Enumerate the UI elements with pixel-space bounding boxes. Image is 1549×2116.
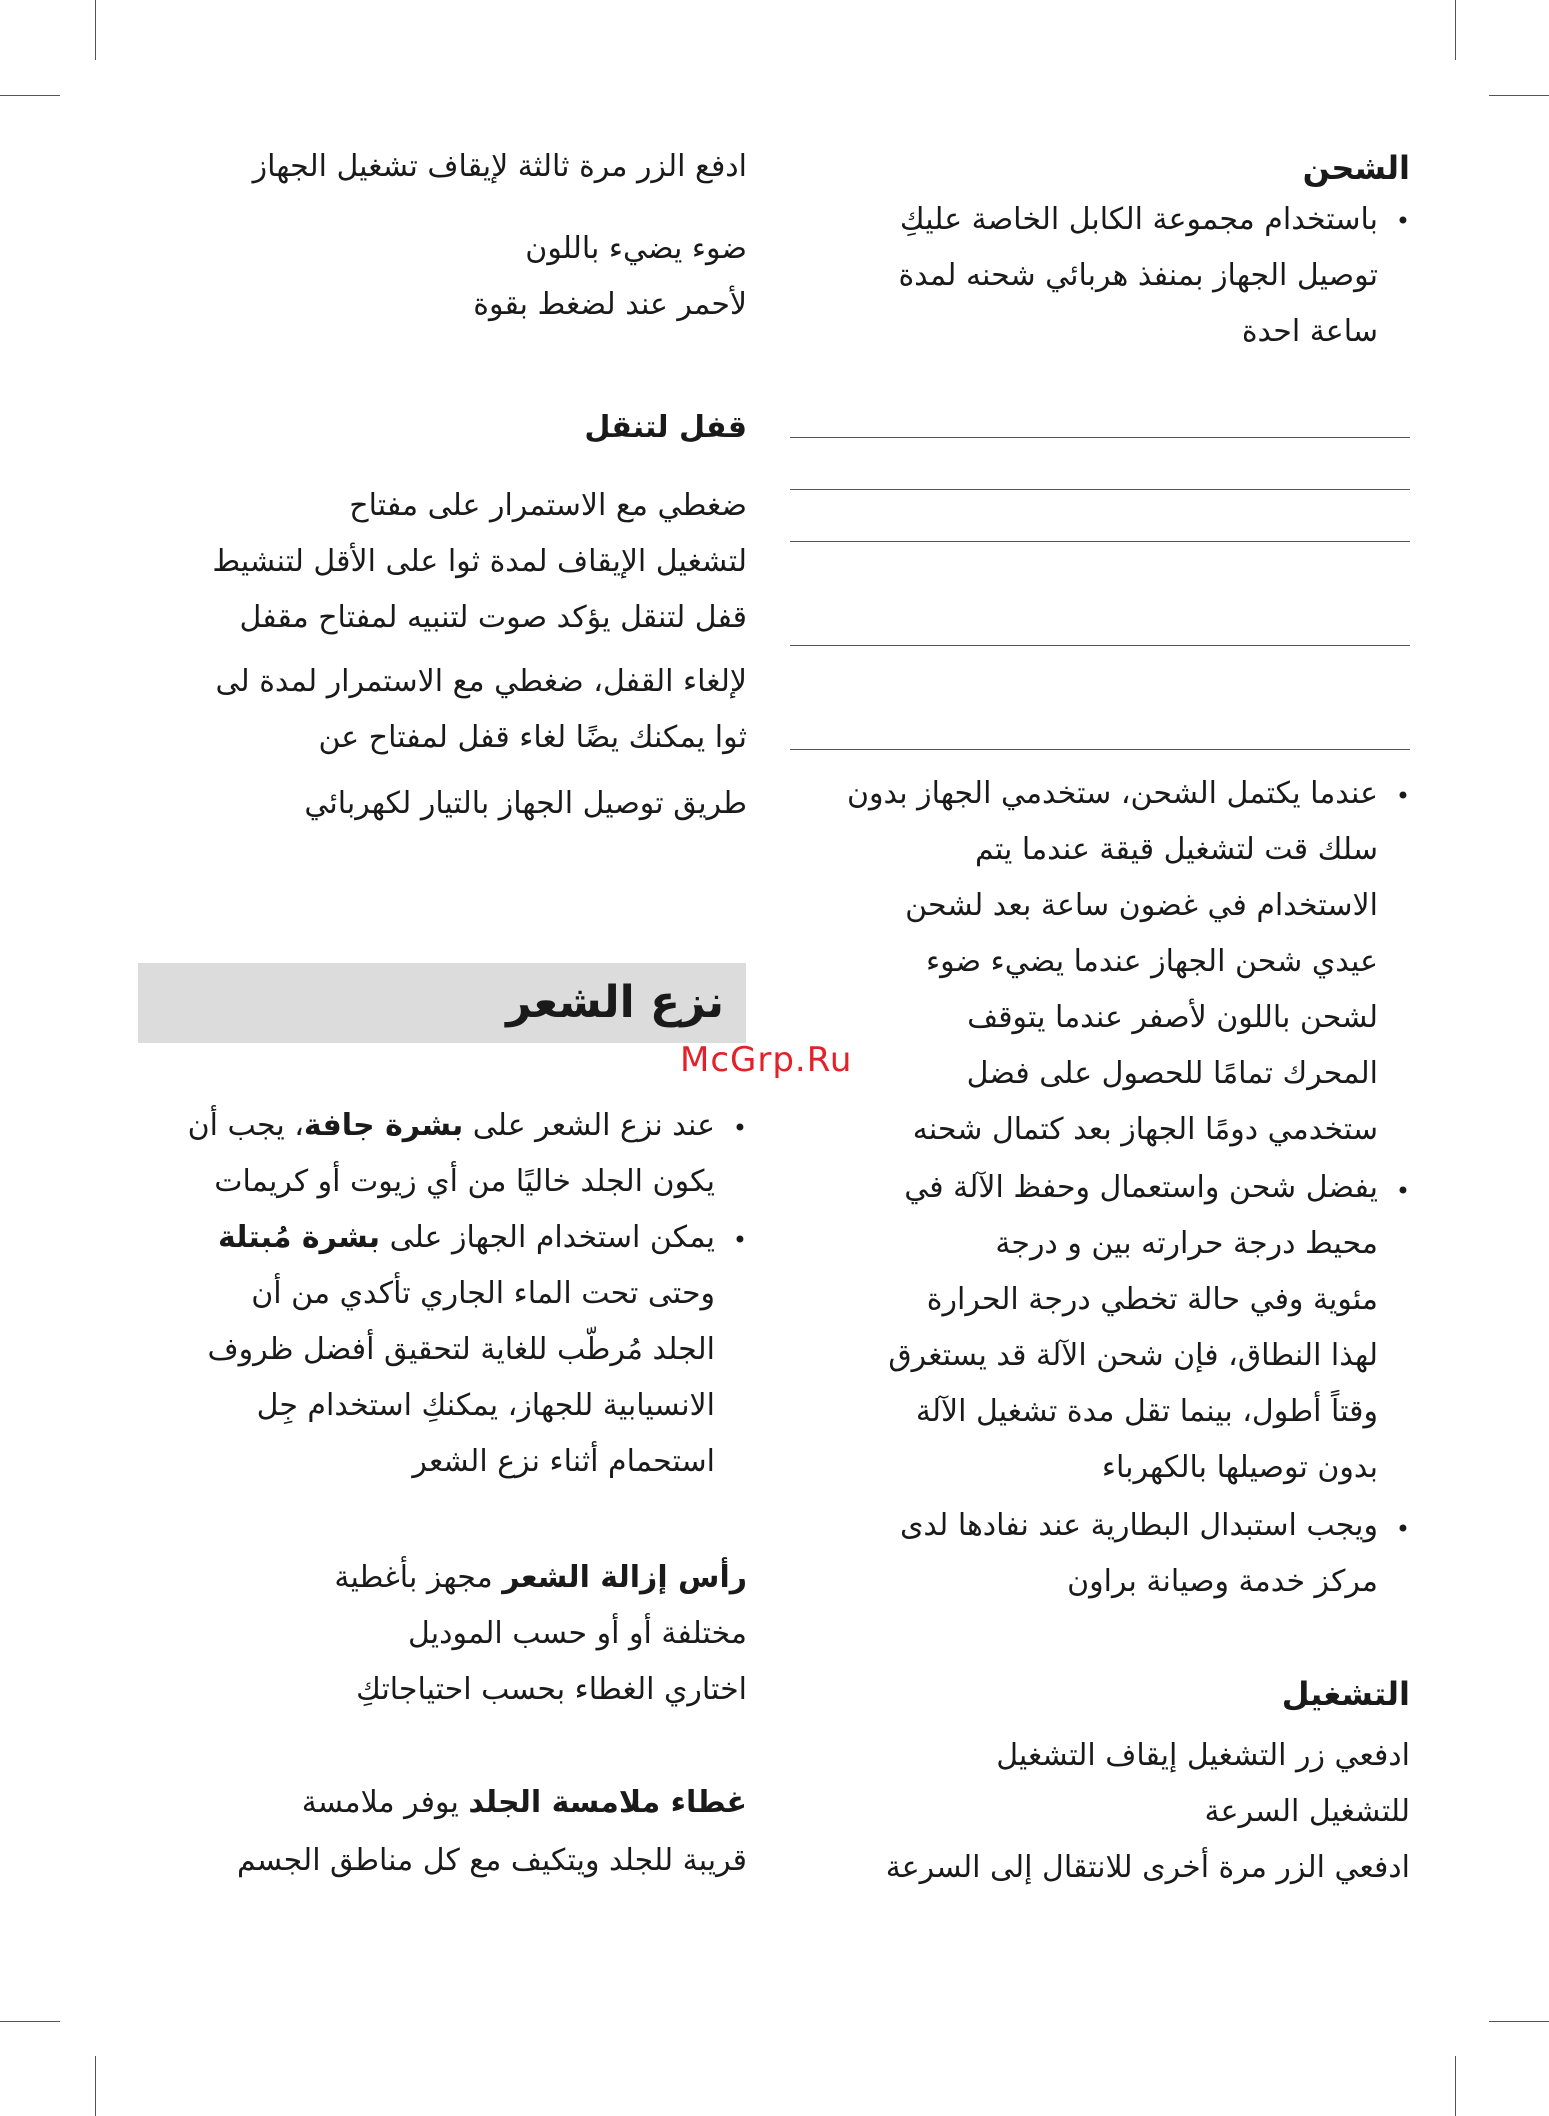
text-line: للتشغيل السرعة	[1204, 1794, 1410, 1829]
text-line: لتشغيل الإيقاف لمدة ثوا على الأقل لتنشيط	[212, 544, 747, 579]
text-line: ثوا يمكنك يضًا لغاء قفل لمفتاح عن	[318, 720, 747, 755]
text-line: قريبة للجلد ويتكيف مع كل مناطق الجسم	[236, 1843, 747, 1878]
text-line: عندما يكتمل الشحن، ستخدمي الجهاز بدون	[846, 776, 1378, 811]
crop-mark	[95, 0, 96, 60]
text-line	[334, 1557, 747, 1599]
text-line: ضوء يضيء باللون	[525, 231, 747, 266]
crop-mark	[95, 2056, 96, 2116]
section-title-charging: الشحن	[1302, 149, 1410, 187]
section-title-epilation: نزع الشعر	[506, 977, 724, 1028]
divider	[790, 645, 1410, 646]
crop-mark	[0, 95, 60, 96]
crop-mark	[1455, 0, 1456, 60]
text-line: الجلد مُرطّب للغاية لتحقيق أفضل ظروف	[207, 1332, 715, 1367]
text-line: وقتاً أطول، بينما تقل مدة تشغيل الآلة	[915, 1394, 1378, 1429]
bold-term-skin-contact-cap: غطاء ملامسة الجلد	[468, 1785, 747, 1820]
text-line: لأحمر عند لضغط بقوة	[473, 287, 747, 322]
bullet-marker: •	[732, 1114, 747, 1142]
text-line: ادفعي زر التشغيل إيقاف التشغيل	[996, 1738, 1410, 1773]
text-line: استحمام أثناء نزع الشعر	[412, 1444, 715, 1479]
divider	[790, 489, 1410, 490]
text-line: مركز خدمة وصيانة براون	[1067, 1564, 1378, 1599]
section-title-travel-lock: قفل لتنقل	[584, 410, 747, 445]
text-run: ، يجب أن	[187, 1108, 304, 1143]
text-line: وحتى تحت الماء الجاري تأكدي من أن	[251, 1276, 715, 1311]
text-run: يمكن استخدام الجهاز على	[380, 1220, 715, 1255]
divider	[790, 749, 1410, 750]
bullet-marker: •	[1395, 207, 1410, 235]
bullet-marker: •	[732, 1226, 747, 1254]
crop-mark	[1455, 2056, 1456, 2116]
bullet-marker: •	[1395, 1515, 1410, 1543]
text-line: باستخدام مجموعة الكابل الخاصة عليكِ	[899, 202, 1378, 237]
bold-term-epilation-head: رأس إزالة الشعر	[502, 1560, 747, 1595]
section-title-operation: التشغيل	[1281, 1675, 1410, 1713]
text-line: ستخدمي دومًا الجهاز بعد كتمال شحنه	[912, 1112, 1378, 1147]
watermark: McGrp.Ru	[680, 1040, 853, 1080]
crop-mark	[1489, 2021, 1549, 2022]
crop-mark	[1489, 95, 1549, 96]
section-banner-epilation	[138, 963, 746, 1043]
text-line: ضغطي مع الاستمرار على مفتاح	[349, 488, 747, 523]
text-line: عيدي شحن الجهاز عندما يضيء ضوء	[926, 944, 1378, 979]
text-line: الانسيابية للجهاز، يمكنكِ استخدام جِل	[256, 1388, 715, 1423]
text-line: لهذا النطاق، فإن شحن الآلة قد يستغرق	[888, 1338, 1378, 1373]
text-line	[302, 1782, 747, 1824]
text-line: اختاري الغطاء بحسب احتياجاتكِ	[356, 1672, 747, 1707]
text-line: ادفعي الزر مرة أخرى للانتقال إلى السرعة	[885, 1850, 1410, 1885]
text-line: يفضل شحن واستعمال وحفظ الآلة في	[904, 1170, 1378, 1205]
text-line: طريق توصيل الجهاز بالتيار لكهربائي	[304, 786, 747, 821]
text-line: ويجب استبدال البطارية عند نفادها لدى	[899, 1508, 1378, 1543]
bold-term-wet-skin: بشرة مُبتلة	[217, 1220, 381, 1255]
bullet-marker: •	[1395, 1177, 1410, 1205]
text-line	[188, 1105, 715, 1147]
text-line: سلك قت لتشغيل قيقة عندما يتم	[975, 832, 1378, 867]
text-line: لإلغاء القفل، ضغطي مع الاستمرار لمدة لى	[215, 664, 747, 699]
text-line: توصيل الجهاز بمنفذ هربائي شحنه لمدة	[898, 258, 1378, 293]
divider	[790, 437, 1410, 438]
bullet-marker: •	[1395, 782, 1410, 810]
text-line: المحرك تمامًا للحصول على فضل	[966, 1056, 1378, 1091]
text-line	[218, 1217, 715, 1259]
text-line: ساعة احدة	[1241, 314, 1378, 349]
text-line: الاستخدام في غضون ساعة بعد لشحن	[905, 888, 1378, 923]
text-line: ادفع الزر مرة ثالثة لإيقاف تشغيل الجهاز	[252, 149, 747, 184]
text-line: مختلفة أو أو حسب الموديل	[408, 1616, 747, 1651]
text-run: عند نزع الشعر على	[463, 1108, 715, 1143]
crop-mark	[0, 2021, 60, 2022]
text-line: يكون الجلد خاليًا من أي زيوت أو كريمات	[214, 1164, 715, 1199]
bold-term-dry-skin: بشرة جافة	[303, 1108, 464, 1143]
divider	[790, 541, 1410, 542]
text-run: يوفر ملامسة	[301, 1785, 469, 1820]
text-line: لشحن باللون لأصفر عندما يتوقف	[967, 1000, 1378, 1035]
text-line: بدون توصيلها بالكهرباء	[1101, 1450, 1378, 1485]
text-run: مجهز بأغطية	[334, 1560, 503, 1595]
text-line: مئوية وفي حالة تخطي درجة الحرارة	[926, 1282, 1378, 1317]
text-line: قفل لتنقل يؤكد صوت لتنبيه لمفتاح مقفل	[239, 600, 747, 635]
text-line: محيط درجة حرارته بين و درجة	[995, 1226, 1378, 1261]
